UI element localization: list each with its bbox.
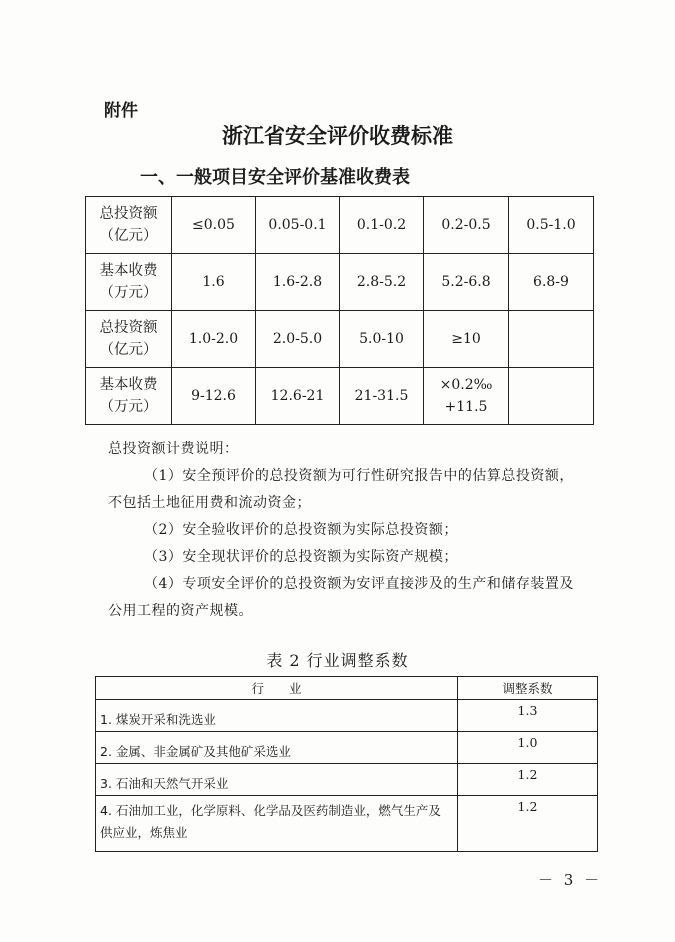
note-item-2: （2）安全验收评价的总投资额为实际总投资额；: [144, 522, 458, 538]
fee-row-header: 基本收费 （万元）: [86, 254, 172, 311]
industry-name: 1. 煤炭开采和洗选业: [96, 700, 458, 732]
coefficient-value: 1.2: [458, 764, 598, 796]
attachment-label: 附件: [104, 101, 138, 121]
fee-table: [85, 196, 594, 425]
fee-cell: 9-12.6: [172, 368, 256, 425]
investment-notes: [108, 436, 588, 625]
fee-cell: 1.6: [172, 254, 256, 311]
table-row: [96, 700, 598, 732]
industry-name: 3. 石油和天然气开采业: [96, 764, 458, 796]
fee-cell: 0.2-0.5: [424, 197, 509, 254]
fee-cell: 6.8-9: [509, 254, 594, 311]
fee-cell: ≥10: [424, 311, 509, 368]
table-row: [96, 732, 598, 764]
fee-table-row: [86, 197, 594, 254]
table2-title: 表 2 行业调整系数: [266, 651, 409, 670]
fee-cell: 2.8-5.2: [340, 254, 424, 311]
coefficient-value: 1.0: [458, 732, 598, 764]
fee-cell: 0.1-0.2: [340, 197, 424, 254]
fee-row-header: 总投资额 （亿元）: [86, 197, 172, 254]
fee-cell: 0.05-0.1: [256, 197, 340, 254]
industry-name: 2. 金属、非金属矿及其他矿采选业: [96, 732, 458, 764]
fee-cell: 0.5-1.0: [509, 197, 594, 254]
fee-cell: 1.6-2.8: [256, 254, 340, 311]
table-header-row: [96, 677, 598, 700]
table-row: [96, 764, 598, 796]
note-item-3: （3）安全现状评价的总投资额为实际资产规模；: [144, 549, 458, 565]
column-header-coefficient: 调整系数: [458, 677, 598, 700]
fee-cell: 1.0-2.0: [172, 311, 256, 368]
fee-row-header: 基本收费 （万元）: [86, 368, 172, 425]
industry-name: 4. 石油加工业，化学原料、化学品及医药制造业，燃气生产及供应业，炼焦业: [96, 796, 458, 852]
fee-table-row: [86, 254, 594, 311]
fee-cell: 2.0-5.0: [256, 311, 340, 368]
industry-coefficient-table: [95, 676, 598, 852]
fee-row-header: 总投资额 （亿元）: [86, 311, 172, 368]
coefficient-value: 1.3: [458, 700, 598, 732]
fee-cell: 5.2-6.8: [424, 254, 509, 311]
notes-heading: 总投资额计费说明：: [108, 441, 239, 457]
fee-cell: 5.0-10: [340, 311, 424, 368]
section-heading: 一、一般项目安全评价基准收费表: [140, 167, 410, 188]
fee-table-row: [86, 368, 594, 425]
note-item-4: （4）专项安全评价的总投资额为安评直接涉及的生产和储存装置及公用工程的资产规模。: [108, 576, 574, 619]
fee-cell: 12.6-21: [256, 368, 340, 425]
fee-cell: 21-31.5: [340, 368, 424, 425]
table-row: [96, 796, 598, 852]
fee-cell: ×0.2‰ +11.5: [424, 368, 509, 425]
column-header-industry: 行 业: [96, 677, 458, 700]
fee-cell: [509, 311, 594, 368]
fee-cell: ≤0.05: [172, 197, 256, 254]
coefficient-value: 1.2: [458, 796, 598, 852]
fee-table-row: [86, 311, 594, 368]
fee-cell: [509, 368, 594, 425]
page-title: 浙江省安全评价收费标准: [222, 123, 453, 148]
note-item-1: （1）安全预评价的总投资额为可行性研究报告中的估算总投资额，不包括土地征用费和流动资金；: [108, 468, 574, 511]
page-number: － 3 －: [538, 871, 603, 889]
